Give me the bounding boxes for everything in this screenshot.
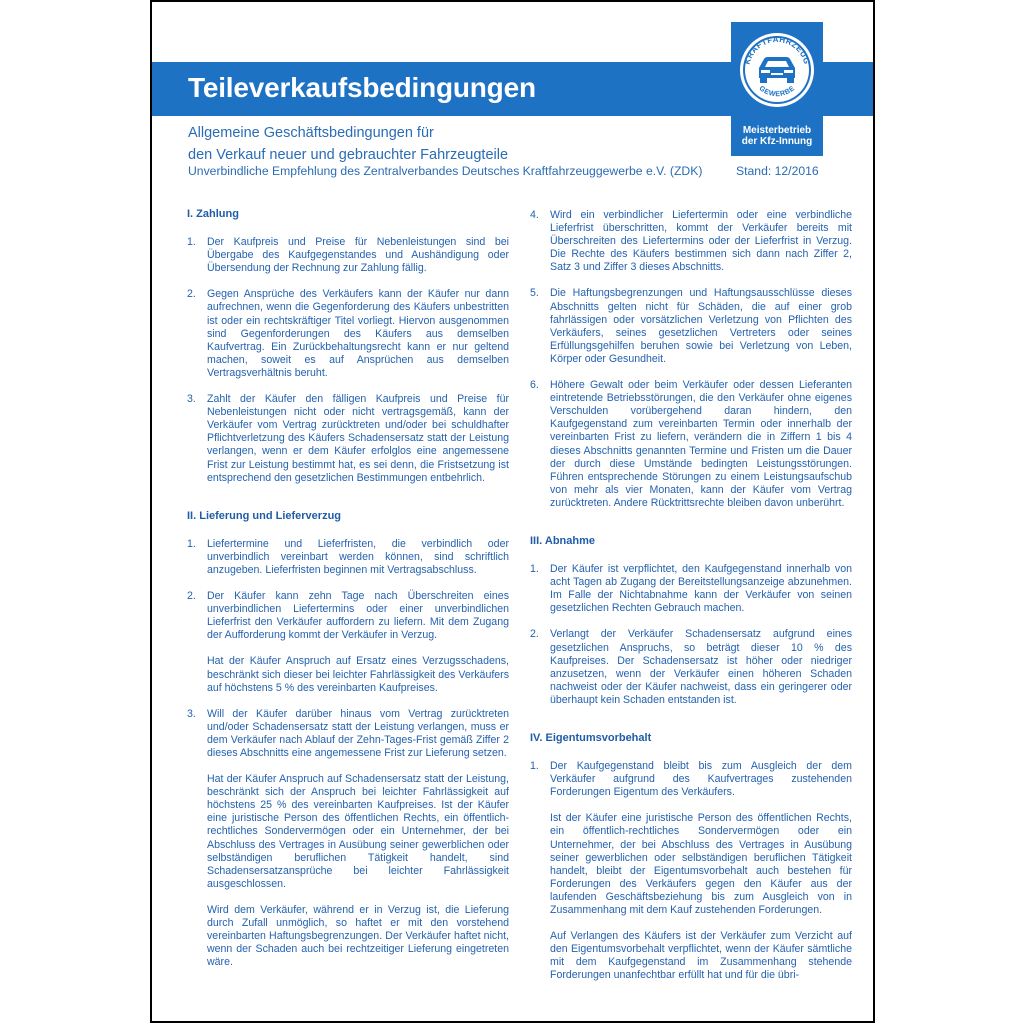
clause-text: Auf Verlangen des Käufers ist der Verkäufer zum Verzicht auf den Eigentumsvorbehalt verpflichtet, wenn der Käufer sämtliche mit dem Kaufgegenstand im Zusammenhang stehende Forderungen unanfechtbar erfüllt hat und für die übri- xyxy=(550,930,852,982)
document-title: Teileverkaufsbedingungen xyxy=(188,72,536,103)
section-heading: III. Abnahme xyxy=(530,534,595,547)
clause-text: Ist der Käufer eine juristische Person des öffentlichen Rechts, ein öffentlich-rechtliches Sondervermögen oder ein Unternehmer, der bei Abschluss des Vertrages in Ausübung seiner gewerblichen oder selbständigen beruflichen Tätigkeit handelt, bleibt der Eigentumsvorbehalt auch bestehen für Forderungen des Verkäufers gegen den Käufer aus der laufenden Geschäftsbeziehung bis zum Ausgleich von in Zusammenhang mit dem Kauf zustehenden Forderungen. xyxy=(550,812,852,917)
clause-number: 4. xyxy=(530,209,539,221)
clause-number: 3. xyxy=(187,707,196,720)
clause-text: Der Kaufgegenstand bleibt bis zum Ausgleich der dem Verkäufer aufgrund des Kaufvertrages zustehenden Forderungen Eigentum des Verkäufers. xyxy=(550,760,852,799)
clause xyxy=(530,628,852,707)
clause-number: 3. xyxy=(187,393,196,406)
recommendation-note: Unverbindliche Empfehlung des Zentralverbandes Deutsches Kraftfahrzeuggewerbe e.V. (ZDK) xyxy=(188,164,703,178)
clause-text: Liefertermine und Lieferfristen, die verbindlich oder unverbindlich vereinbart werden können, sind schriftlich anzugeben. Lieferfristen beginnen mit Vertragsabschluss. xyxy=(207,537,509,576)
clause xyxy=(530,563,852,615)
clause-number: 1. xyxy=(530,760,539,773)
version-date: Stand: 12/2016 xyxy=(736,164,819,178)
clause-text: Die Haftungsbegrenzungen und Haftungsausschlüsse dieses Abschnitts gelten nicht für Schäden, die auf einer grob fahrlässigen oder vorsätzlichen Verletzung von Pflichten des Verkäufers, seines gesetzlichen Vertreters oder seines Erfüllungsgehilfen beruhen sowie bei Verletzung von Leben, Körper oder Gesundheit. xyxy=(550,287,852,365)
section-heading: II. Lieferung und Lieferverzug xyxy=(187,509,342,522)
clause-number: 2. xyxy=(187,288,196,301)
svg-text:GEWERBE: GEWERBE xyxy=(757,85,797,99)
clause-number: 2. xyxy=(187,590,196,603)
subtitle-line-2: den Verkauf neuer und gebrauchter Fahrzeugteile xyxy=(188,147,509,163)
clause xyxy=(187,590,509,695)
logo-line-2: der Kfz-Innung xyxy=(741,136,813,147)
clause xyxy=(530,209,852,274)
clause-text: Höhere Gewalt oder beim Verkäufer oder dessen Lieferanten eintretende Betriebsstörungen, die den Verkäufer ohne eigenes Verschulden vorübergehend daran hindern, den Kaufgegenstand zum vereinbarten Termin oder innerhalb der vereinbarten Frist zu liefern, verändern die in Ziffern 1 bis 4 dieses Abschnitts genannten Termine und Fristen um die Dauer der durch diese Umstände bedingten Leistungsstörungen. Führen entsprechende Störungen zu einem Leistungsaufschub von mehr als vier Monaten, kann der Käufer vom Vertrag zurücktreten. Andere Rücktrittsrechte bleiben davon unberührt. xyxy=(550,379,852,509)
clause-text: Gegen Ansprüche des Verkäufers kann der Käufer nur dann aufrechnen, wenn die Gegenforderung des Käufers unbestritten ist oder ein rechtskräftiger Titel vorliegt. Hiervon ausgenommen sind Gegenforderungen des Käufers aus demselben Kaufvertrag. Ein Zurückbehaltungsrecht kann er nur geltend machen, soweit es auf Ansprüchen aus demselben Vertragsverhältnis beruht. xyxy=(207,288,509,379)
clause xyxy=(187,393,509,485)
clause-text: Zahlt der Käufer den fälligen Kaufpreis und Preise für Nebenleistungen nicht oder nicht vertragsgemäß, kann der Verkäufer vom Vertrag zurücktreten und/oder bei schuldhafter Pflichtverletzung des Käufers Schadensersatz statt der Leistung verlangen, wenn er dem Käufer erfolglos eine angemessene Frist zur Leistung bestimmt hat, es sei denn, die Fristsetzung ist entsprechend den gesetzlichen Bestimmungen entbehrlich. xyxy=(207,393,509,484)
clause xyxy=(187,288,509,380)
clause-text: Wird dem Verkäufer, während er in Verzug ist, die Lieferung durch Zufall unmöglich, so haftet er mit den vorstehend vereinbarten Haftungsbegrenzungen. Der Verkäufer haftet nicht, wenn der Schaden auch bei rechtzeitiger Lieferung eingetreten wäre. xyxy=(207,903,509,969)
clause-text: Verlangt der Verkäufer Schadensersatz aufgrund eines gesetzlichen Anspruchs, so beträgt dieser 10 % des Kaufpreises. Der Schadensersatz ist höher oder niedriger anzusetzen, wenn der Verkäufer einen höheren Schaden nachweist oder der Käufer nachweist, dass ein geringerer oder überhaupt kein Schaden entstanden ist. xyxy=(550,628,852,706)
clause-number: 6. xyxy=(530,379,539,392)
kraftfahrzeug-gewerbe-seal-icon xyxy=(735,26,819,122)
clause xyxy=(530,379,852,510)
clause xyxy=(530,287,852,366)
kfz-innung-logo xyxy=(731,22,823,156)
clause-number: 2. xyxy=(530,628,539,641)
clause-text: Der Käufer ist verpflichtet, den Kaufgegenstand innerhalb von acht Tagen ab Zugang der Bereitstellungsanzeige abzunehmen. Im Falle der Nichtabnahme kann der Verkäufer von seinen gesetzlichen Rechten Gebrauch machen. xyxy=(550,563,852,615)
svg-text:KRAFTFAHRZEUG: KRAFTFAHRZEUG xyxy=(742,34,812,66)
clause xyxy=(187,538,509,577)
clause-text: Will der Käufer darüber hinaus vom Vertrag zurücktreten und/oder Schadensersatz statt der Leistung verlangen, muss er dem Verkäufer nach Ablauf der Zehn-Tages-Frist gemäß Ziffer 2 dieses Abschnitts eine angemessene Frist zur Lieferung setzen. xyxy=(207,707,509,759)
left-column xyxy=(187,208,509,982)
document-page xyxy=(150,0,875,1023)
right-column xyxy=(530,209,852,996)
section-heading: IV. Eigentumsvorbehalt xyxy=(530,732,652,744)
clause xyxy=(530,760,852,982)
section-heading: I. Zahlung xyxy=(187,208,239,220)
logo-caption xyxy=(731,125,823,147)
logo-line-1: Meisterbetrieb xyxy=(742,125,812,136)
clause-text: Wird ein verbindlicher Liefertermin oder eine verbindliche Lieferfrist überschritten, kommt der Verkäufer bereits mit Überschreiten des Liefertermins oder der Lieferfrist in Verzug. Die Rechte des Käufers bestimmen sich dann nach Ziffer 2, Satz 3 und Ziffer 3 dieses Abschnitts. xyxy=(550,209,852,274)
clause-text: Der Käufer kann zehn Tage nach Überschreiten eines unverbindlichen Liefertermins oder einer unverbindlichen Lieferfrist den Verkäufer auffordern zu liefern. Mit dem Zugang der Aufforderung kommt der Verkäufer in Verzug. xyxy=(207,590,509,642)
clause-text: Hat der Käufer Anspruch auf Schadensersatz statt der Leistung, beschränkt sich der Anspruch bei leichter Fahrlässigkeit auf höchstens 25 % des vereinbarten Kaufpreises. Ist der Käufer eine juristische Person des öffentlichen Rechts, ein öffentlich-rechtliches Sondervermögen oder ein Unternehmer, der bei Abschluss des Vertrages in Ausübung seiner gewerblichen oder selbständigen beruflichen Tätigkeit handelt, sind Schadensersatzansprüche bei leichter Fahrlässigkeit ausgeschlossen. xyxy=(207,773,509,890)
document-subtitle xyxy=(188,122,508,166)
clause-text: Hat der Käufer Anspruch auf Ersatz eines Verzugsschadens, beschränkt sich dieser bei leichter Fahrlässigkeit des Verkäufers auf höchstens 5 % des vereinbarten Kaufpreises. xyxy=(207,655,509,694)
clause-text: Der Kaufpreis und Preise für Nebenleistungen sind bei Übergabe des Kaufgegenstandes und Aushändigung oder Übersendung der Rechnung zur Zahlung fällig. xyxy=(207,236,509,275)
subtitle-line-1: Allgemeine Geschäftsbedingungen für xyxy=(188,125,434,141)
clause-number: 1. xyxy=(530,563,539,576)
clause xyxy=(187,236,509,275)
clause xyxy=(187,708,509,970)
clause-number: 5. xyxy=(530,287,539,300)
clause-number: 1. xyxy=(187,236,196,249)
clause-number: 1. xyxy=(187,537,196,550)
